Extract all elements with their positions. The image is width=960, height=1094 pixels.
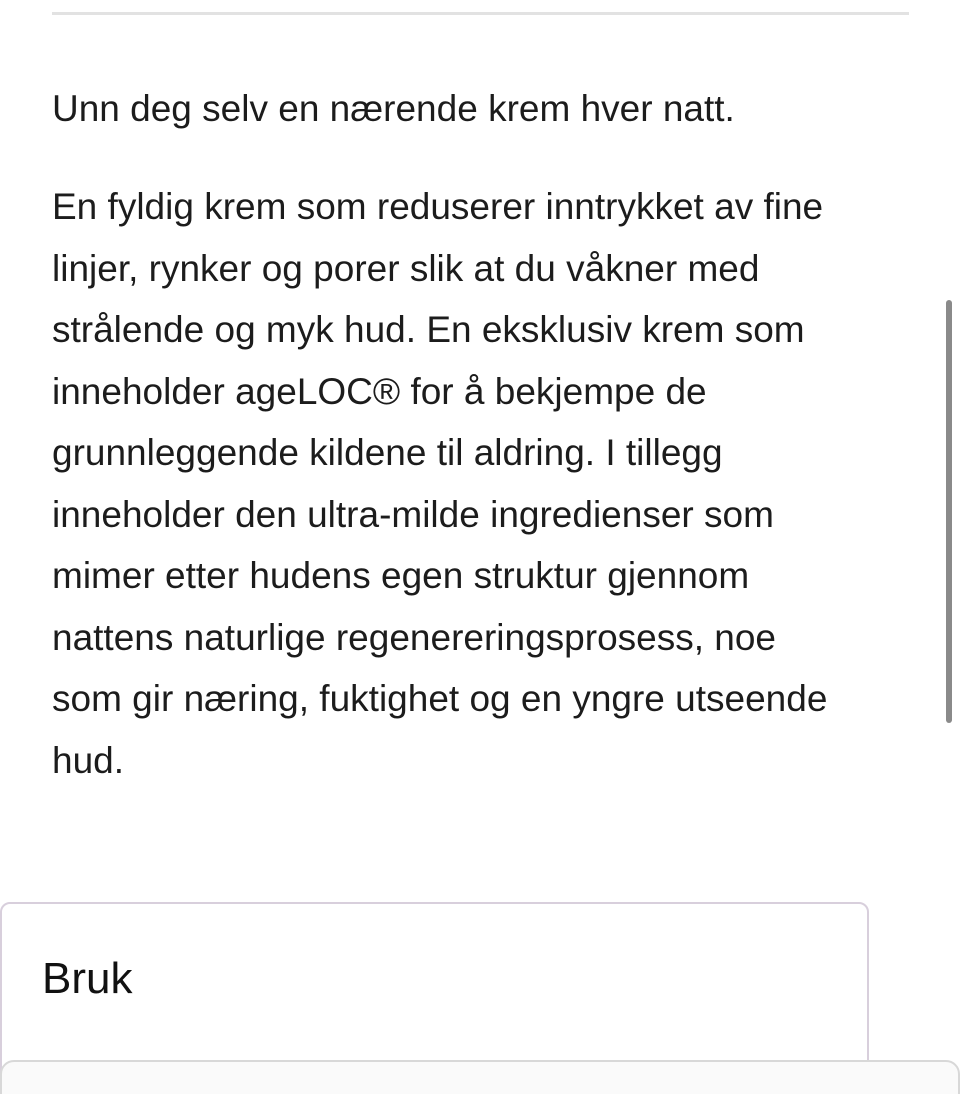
scrollbar[interactable] [940, 0, 960, 1094]
usage-accordion-title[interactable]: Bruk [42, 954, 133, 1003]
product-lead-text: Unn deg selv en nærende krem hver natt. [52, 88, 735, 129]
bottom-sheet[interactable] [0, 1060, 960, 1094]
product-description-text: En fyldig krem som reduserer inntrykket av fine linjer, rynker og porer slik at du våkner med strålende og myk hud. En eksklusiv krem som inneholder ageLOC® for å bekjempe de grunnleggende kildene til aldring. I tillegg inneholder den ultra-milde ingredienser som mimer etter hudens egen struktur gjennom nattens naturlige regenereringsprosess, noe som gir næring, fuktighet og en yngre utseende hud. [52, 186, 828, 781]
product-description-section [52, 78, 922, 791]
top-divider [52, 12, 909, 15]
scrollbar-thumb[interactable] [946, 300, 952, 723]
